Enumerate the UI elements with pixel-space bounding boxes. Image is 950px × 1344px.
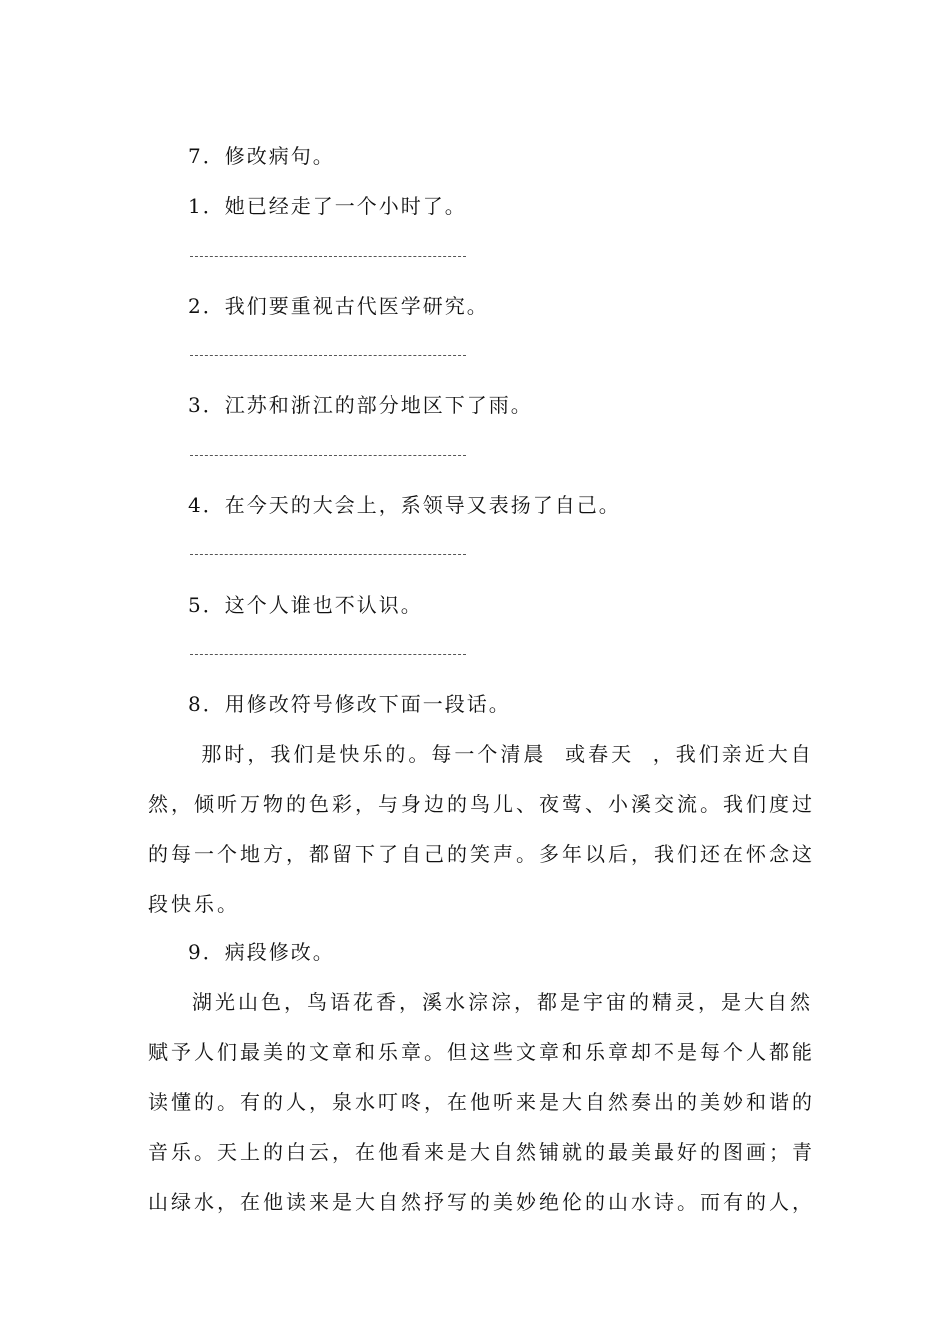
section-8-line-3: 的每一个地方，都留下了自己的笑声。多年以后，我们还在怀念这 [148, 842, 815, 866]
answer-line-4 [190, 554, 466, 555]
answer-line-5 [190, 654, 466, 655]
answer-line-1 [190, 256, 466, 257]
section-7-heading: 7．修改病句。 [188, 144, 335, 168]
section-8-line-4: 段快乐。 [148, 892, 240, 916]
sentence-1: 1．她已经走了一个小时了。 [188, 194, 467, 218]
sentence-2: 2．我们要重视古代医学研究。 [188, 294, 489, 318]
section-8-heading: 8．用修改符号修改下面一段话。 [188, 692, 511, 716]
sentence-4: 4．在今天的大会上，系领导又表扬了自己。 [188, 493, 621, 517]
section-9-line-2: 赋予人们最美的文章和乐章。但这些文章和乐章却不是每个人都能 [148, 1040, 815, 1064]
section-9-heading: 9．病段修改。 [188, 940, 335, 964]
sentence-3: 3．江苏和浙江的部分地区下了雨。 [188, 393, 533, 417]
section-9-line-4: 音乐。天上的白云，在他看来是大自然铺就的最美最好的图画；青 [148, 1140, 815, 1164]
section-9-line-3: 读懂的。有的人，泉水叮咚，在他听来是大自然奏出的美妙和谐的 [148, 1090, 815, 1114]
sentence-5: 5．这个人谁也不认识。 [188, 593, 423, 617]
section-9-line-5: 山绿水，在他读来是大自然抒写的美妙绝伦的山水诗。而有的人， [148, 1190, 815, 1214]
section-8-line-1: 那时，我们是快乐的。每一个清晨 或春天 ，我们亲近大自 [192, 742, 814, 766]
section-8-line-2: 然，倾听万物的色彩，与身边的鸟儿、夜莺、小溪交流。我们度过 [148, 792, 815, 816]
answer-line-2 [190, 355, 466, 356]
section-9-line-1: 湖光山色，鸟语花香，溪水淙淙，都是宇宙的精灵，是大自然 [192, 990, 813, 1014]
answer-line-3 [190, 455, 466, 456]
